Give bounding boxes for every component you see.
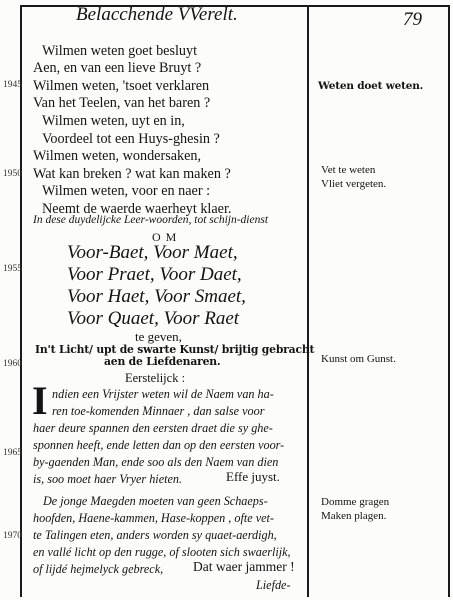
verse-line: Wilmen weten goet besluyt: [42, 43, 198, 59]
line-number: 1950: [3, 169, 22, 179]
paragraph-line: hoofden, Haene-kammen, Hase-koppen , ofte vet-: [33, 511, 274, 525]
verse-line: Van het Teelen, van het baren ?: [33, 95, 211, 111]
line-number: 1945: [3, 80, 22, 90]
verse-line: Wilmen weten, 'tsoet verklaren: [33, 78, 210, 94]
gothic-heading: In't Licht/ upt de swarte Kunst/ brijtig gebracht: [35, 343, 315, 356]
paragraph-line: De jonge Maegden moeten van geen Schaeps-: [43, 494, 268, 508]
gothic-heading: aen de Liefdenaren.: [104, 355, 221, 368]
display-line: Voor Quaet, Voor Raet: [67, 308, 240, 329]
margin-note: Vet te weten: [321, 164, 376, 176]
om-line: O M: [152, 230, 178, 244]
running-title: Belacchende VVerelt.: [76, 4, 238, 25]
drop-cap: I: [32, 378, 48, 423]
paragraph-line: ren toe-komenden Minnaer , dan salse voor: [52, 404, 265, 418]
catchword: Liefde-: [256, 578, 291, 592]
display-line: Voor Haet, Voor Smaet,: [67, 286, 246, 307]
right-rule: [448, 5, 450, 597]
display-line: Voor-Baet, Voor Maet,: [67, 242, 238, 263]
verse-line: Wat kan breken ? wat kan maken ?: [33, 166, 231, 182]
line-number: 1960: [3, 359, 22, 369]
margin-note: Weten doet weten.: [318, 80, 424, 92]
column-divider: [307, 5, 309, 597]
paragraph-line: te Talingen eten, anders worden sy quaet-aerdigh,: [33, 528, 277, 542]
paragraph-line: en vallé licht op den rugge, of slooten sich swaerlijk,: [33, 545, 291, 559]
verse-line: Neemt de waerde waerheyt klaer.: [42, 201, 232, 217]
intro-line: In dese duydelijcke Leer-woorden, tot schijn-dienst: [33, 214, 269, 226]
paragraph-line: is, soo moet haer Vryer hieten.: [33, 472, 183, 486]
verse-line: Wilmen weten, voor en naer :: [42, 183, 211, 199]
display-line: Voor Praet, Voor Daet,: [67, 264, 242, 285]
margin-note: Vliet vergeten.: [321, 178, 387, 190]
paragraph-line: sponnen heeft, ende letten dan op den eersten voor-: [33, 438, 285, 452]
paragraph-line: haer deure spannen den eersten draet die sy ghe-: [33, 421, 273, 435]
paragraph-line: of lijdé hejmelyck gebreck,: [33, 562, 164, 576]
dat-waer-jammer: Dat waer jammer !: [193, 559, 295, 574]
te-geven: te geven,: [135, 329, 182, 344]
verse-line: Wilmen weten, wondersaken,: [33, 148, 202, 164]
margin-note: Domme gragen: [321, 496, 390, 508]
effe-juyst: Effe juyst.: [226, 469, 280, 484]
line-number: 1970: [3, 531, 22, 541]
left-rule: [20, 5, 22, 597]
page-number: 79: [403, 9, 422, 30]
paragraph-line: by-gaenden Man, ende soo als den Naem van dien: [33, 455, 279, 469]
line-number: 1965: [3, 448, 22, 458]
paragraph-line: ndien een Vrijster weten wil de Naem van ha-: [52, 387, 274, 401]
eerstelijck-label: Eerstelijck :: [125, 371, 186, 385]
verse-line: Aen, en van een lieve Bruyt ?: [33, 60, 202, 76]
margin-note: Kunst om Gunst.: [321, 353, 396, 365]
verse-line: Wilmen weten, uyt en in,: [42, 113, 185, 129]
line-number: 1955: [3, 264, 22, 274]
verse-line: Voordeel tot een Huys-ghesin ?: [42, 131, 220, 147]
margin-note: Maken plagen.: [321, 510, 387, 522]
